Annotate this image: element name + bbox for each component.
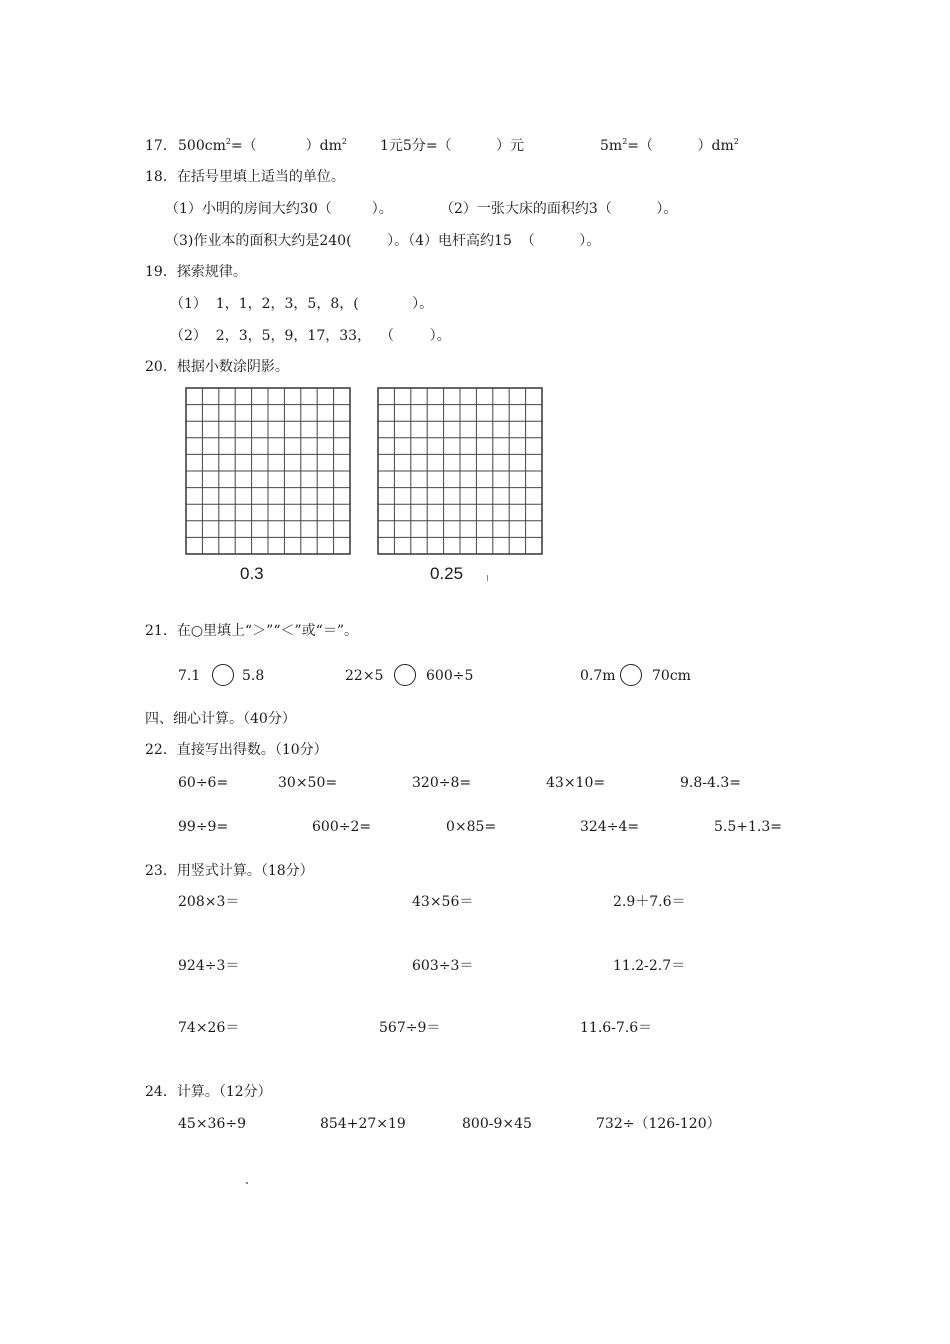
q17-item-b: 1元5分=（ ）元 <box>380 138 525 154</box>
oral-calc: 5.5+1.3= <box>714 819 782 835</box>
vertical-calc: 2.9＋7.6＝ <box>613 894 686 910</box>
oral-calc: 600÷2= <box>312 819 372 835</box>
q21-title: 21．在○里填上“＞”“＜”或“＝”。 <box>145 623 358 639</box>
q18-item: （2）一张大床的面积约3（ ）。 <box>440 201 678 217</box>
q22-title: 22．直接写出得数。（10分） <box>145 742 328 758</box>
compare-right: 600÷5 <box>426 668 474 684</box>
vertical-calc: 208×3＝ <box>178 894 240 910</box>
compare-right: 5.8 <box>242 668 265 684</box>
q24-title: 24．计算。（12分） <box>145 1084 272 1100</box>
vertical-calc: 11.6-7.6＝ <box>580 1020 653 1036</box>
oral-calc: 43×10= <box>546 775 606 791</box>
compare-left: 22×5 <box>345 668 384 684</box>
oral-calc: 320÷8= <box>412 775 472 791</box>
vertical-calc: 603÷3＝ <box>412 958 474 974</box>
stray-mark <box>487 575 488 581</box>
vertical-calc: 43×56＝ <box>412 894 474 910</box>
q18-item: （3)作业本的面积大约是240( ）。（4）电杆高约15 （ ）。 <box>165 233 601 249</box>
oral-calc: 60÷6= <box>178 775 229 791</box>
compare-circle-2[interactable] <box>394 664 416 686</box>
hundred-grid-b <box>377 387 543 555</box>
vertical-calc: 74×26＝ <box>178 1020 240 1036</box>
oral-calc: 99÷9= <box>178 819 229 835</box>
mixed-calc: 732÷（126-120） <box>596 1116 721 1132</box>
mixed-calc: 45×36÷9 <box>178 1116 246 1132</box>
oral-calc: 0×85= <box>446 819 497 835</box>
q20-title: 20．根据小数涂阴影。 <box>145 359 289 375</box>
page-dot <box>246 1182 248 1184</box>
mixed-calc: 800-9×45 <box>462 1116 532 1132</box>
vertical-calc: 924÷3＝ <box>178 958 240 974</box>
q18-item: （1）小明的房间大约30（ ）。 <box>165 201 393 217</box>
vertical-calc: 567÷9＝ <box>379 1020 441 1036</box>
q19-item: （2） 2，3，5，9，17，33， （ ）。 <box>170 328 451 344</box>
oral-calc: 9.8-4.3= <box>680 775 741 791</box>
compare-circle-3[interactable] <box>620 664 642 686</box>
q17-item-a: $500cm^2=$（ ）$dm^2$ <box>178 137 347 154</box>
oral-calc: 30×50= <box>278 775 338 791</box>
compare-circle-1[interactable] <box>212 664 234 686</box>
compare-left: 0.7m <box>580 668 616 684</box>
q18-title: 18．在括号里填上适当的单位。 <box>145 169 345 185</box>
q17-number: 17． <box>145 138 177 154</box>
grid-label-a: 0.3 <box>240 564 264 583</box>
q17-item-c: $5m^2=$（ ）$dm^2$ <box>600 137 739 154</box>
section-heading: 四、细心计算。（40分） <box>145 711 296 727</box>
oral-calc: 324÷4= <box>580 819 640 835</box>
vertical-calc: 11.2-2.7＝ <box>613 958 686 974</box>
q19-item: （1） 1，1，2，3，5，8，( ）。 <box>170 296 434 312</box>
grid-label-b: 0.25 <box>430 564 464 583</box>
compare-left: 7.1 <box>178 668 201 684</box>
q19-title: 19．探索规律。 <box>145 264 247 280</box>
hundred-grid-a <box>185 387 351 555</box>
compare-right: 70cm <box>652 668 691 684</box>
mixed-calc: 854+27×19 <box>320 1116 406 1132</box>
q23-title: 23．用竖式计算。（18分） <box>145 863 314 879</box>
